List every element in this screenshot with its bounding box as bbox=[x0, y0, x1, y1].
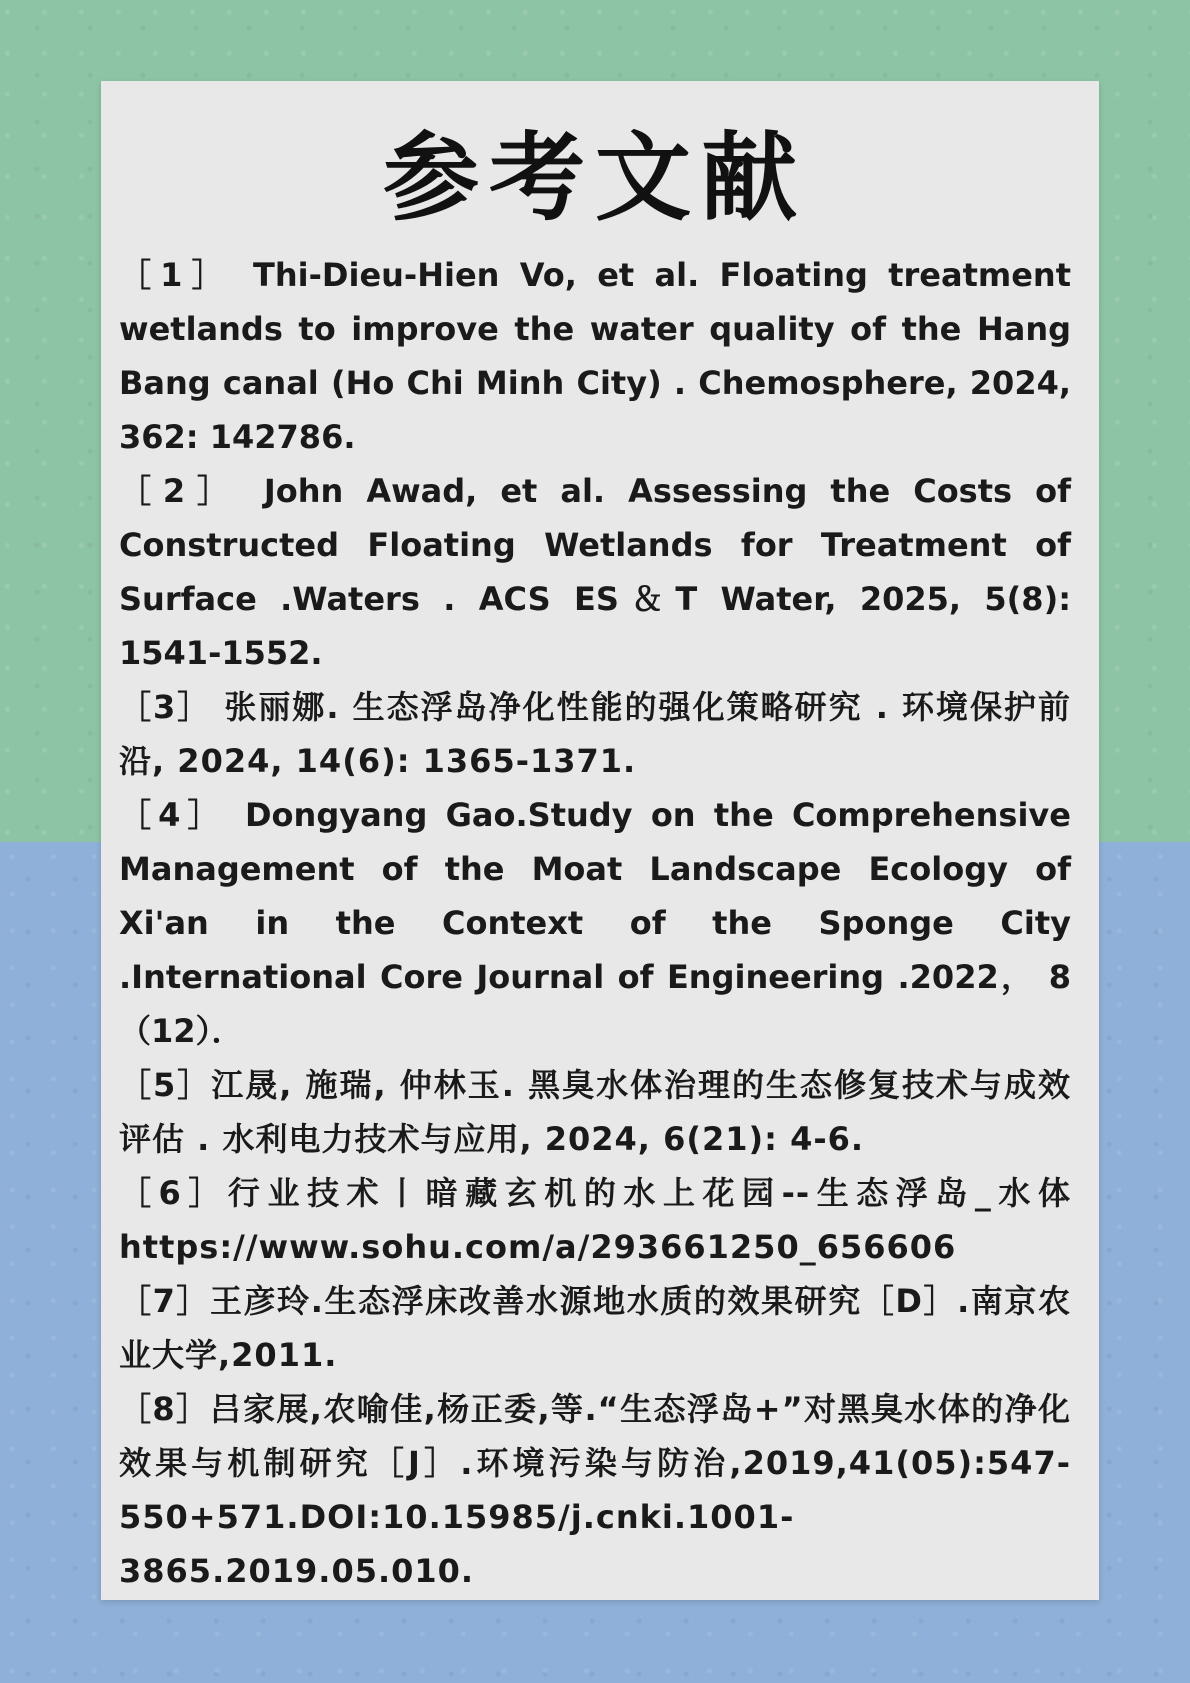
reference-item-3: ［3］ 张丽娜. 生态浮岛净化性能的强化策略研究 . 环境保护前沿, 2024, 14(6): 1365-1371. bbox=[119, 688, 1071, 780]
reference-item-8: ［8］吕家展,农喻佳,杨正委,等.“生态浮岛+”对黑臭水体的净化效果与机制研究［J］.环境污染与防治,2019,41(05):547-550+571.DOI:10.15985/j.cnki.1001-3865.2019.05.010. bbox=[119, 1390, 1071, 1590]
reference-item-1: ［1］ Thi-Dieu-Hien Vo, et al. Floating treatment wetlands to improve the water quality of the Hang Bang canal (Ho Chi Minh City) . Chemosphere, 2024, 362: 142786. bbox=[119, 256, 1071, 456]
reference-item-6: ［6］行业技术丨暗藏玄机的水上花园--生态浮岛_水体 https://www.sohu.com/a/293661250_656606 bbox=[119, 1174, 1071, 1266]
reference-item-5: ［5］江晟, 施瑞, 仲林玉. 黑臭水体治理的生态修复技术与成效评估 . 水利电力技术与应用, 2024, 6(21): 4-6. bbox=[119, 1066, 1071, 1158]
reference-item-4: ［4］ Dongyang Gao.Study on the Comprehensive Management of the Moat Landscape Ecology of Xi'an in the Context of the Sponge City .International Core Journal of Engineering .2022， 8（12）． bbox=[119, 796, 1071, 1050]
reference-item-2: ［2］ John Awad, et al. Assessing the Costs of Constructed Floating Wetlands for Treatment of Surface .Waters . ACS ES＆T Water, 2025, 5(8): 1541-1552. bbox=[119, 472, 1071, 672]
page-title: 参考文献 bbox=[383, 121, 807, 234]
reference-list bbox=[119, 248, 1071, 1598]
reference-item-7: ［7］王彦玲.生态浮床改善水源地水质的效果研究［D］.南京农业大学,2011. bbox=[119, 1282, 1071, 1374]
